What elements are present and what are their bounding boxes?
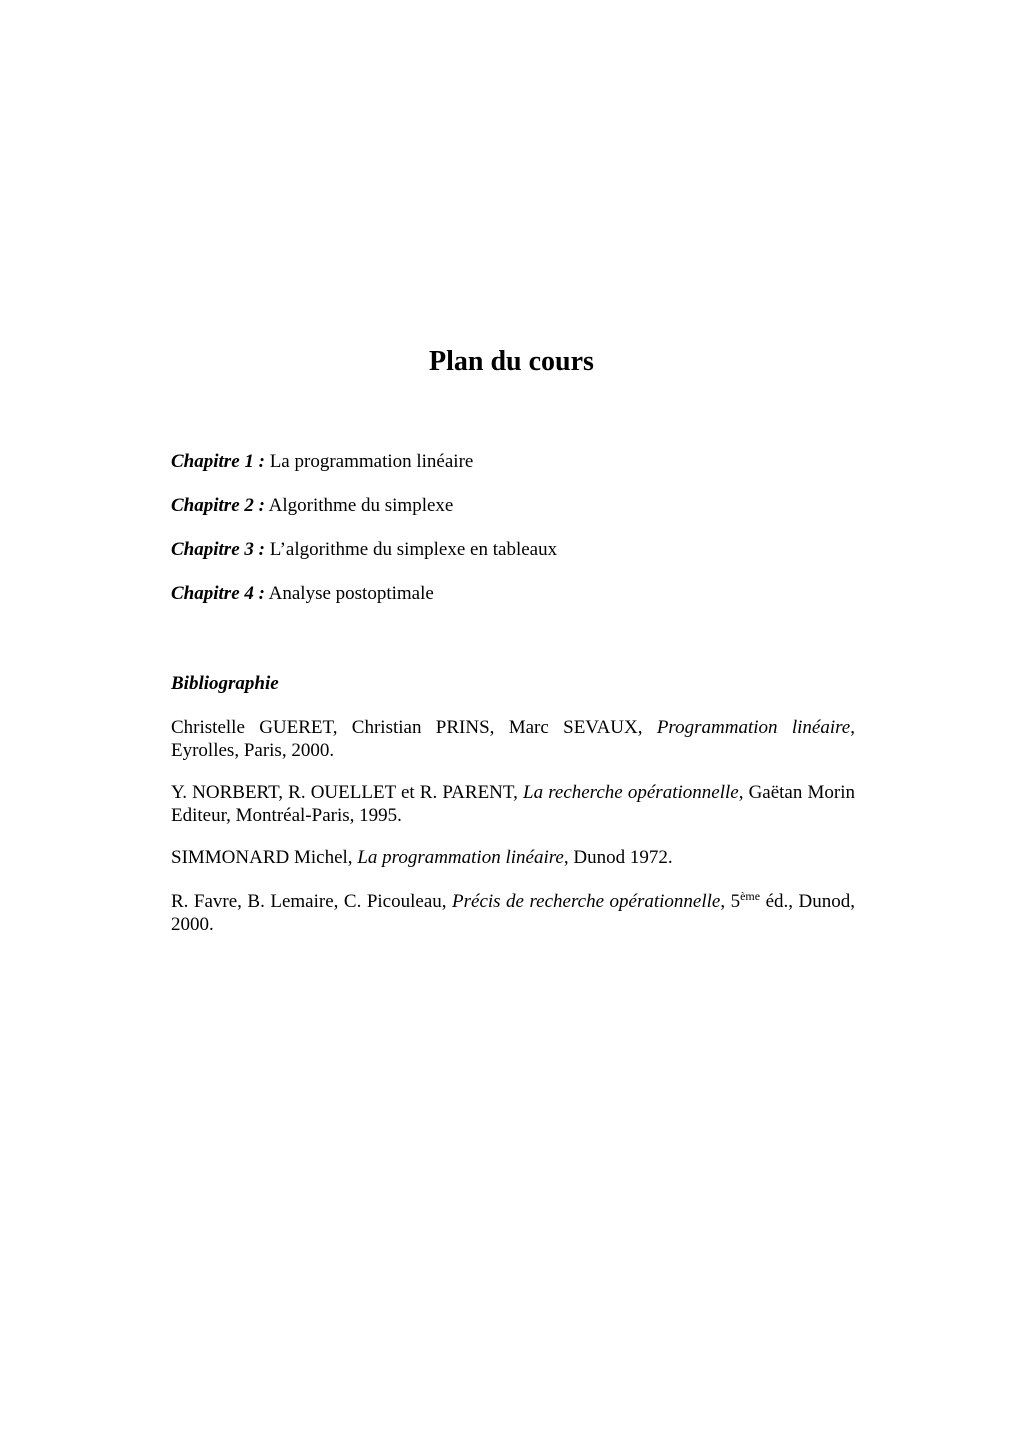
entry-authors: Christelle GUERET, Christian PRINS, Marc SEVAUX, [171,717,657,738]
entry-publisher: , Eyrolles, Paris, 2000. [171,717,855,761]
chapter-title: L’algorithme du simplexe en tableaux [269,539,558,560]
chapter-title: Algorithme du simplexe [268,495,454,516]
chapter-label: Chapitre 4 : [171,583,265,604]
entry-edition: , 5 [720,891,741,912]
bibliography-entry [171,846,855,869]
entry-title: Programmation linéaire [656,717,851,738]
entry-title: La recherche opérationnelle [523,782,739,803]
entry-title: La programmation linéaire [357,847,564,868]
chapter-item [171,494,855,517]
entry-authors: Y. NORBERT, R. OUELLET et R. PARENT, [171,782,523,803]
chapter-title: La programmation linéaire [269,451,474,472]
entry-authors: SIMMONARD Michel, [171,847,358,868]
chapter-label: Chapitre 1 : [171,451,265,472]
chapter-item [171,582,855,605]
entry-publisher: éd., Dunod, 2000. [171,891,856,935]
edition-superscript: ème [740,889,761,903]
page-title: Plan du cours [429,346,594,377]
chapter-item [171,450,855,473]
entry-authors: R. Favre, B. Lemaire, C. Picouleau, [171,891,453,912]
bibliography-entry [171,716,855,762]
bibliography-entry [171,890,855,936]
entry-title: Précis de recherche opérationnelle [452,891,721,912]
bibliography-entry [171,781,855,827]
chapter-label: Chapitre 2 : [171,495,265,516]
chapter-title: Analyse postoptimale [268,583,434,604]
bibliography-heading: Bibliographie [171,673,279,694]
chapter-label: Chapitre 3 : [171,539,265,560]
entry-publisher: , Gaëtan Morin Editeur, Montréal-Paris, 1995. [171,782,855,826]
entry-publisher: , Dunod 1972. [563,847,673,868]
chapter-item [171,538,855,561]
